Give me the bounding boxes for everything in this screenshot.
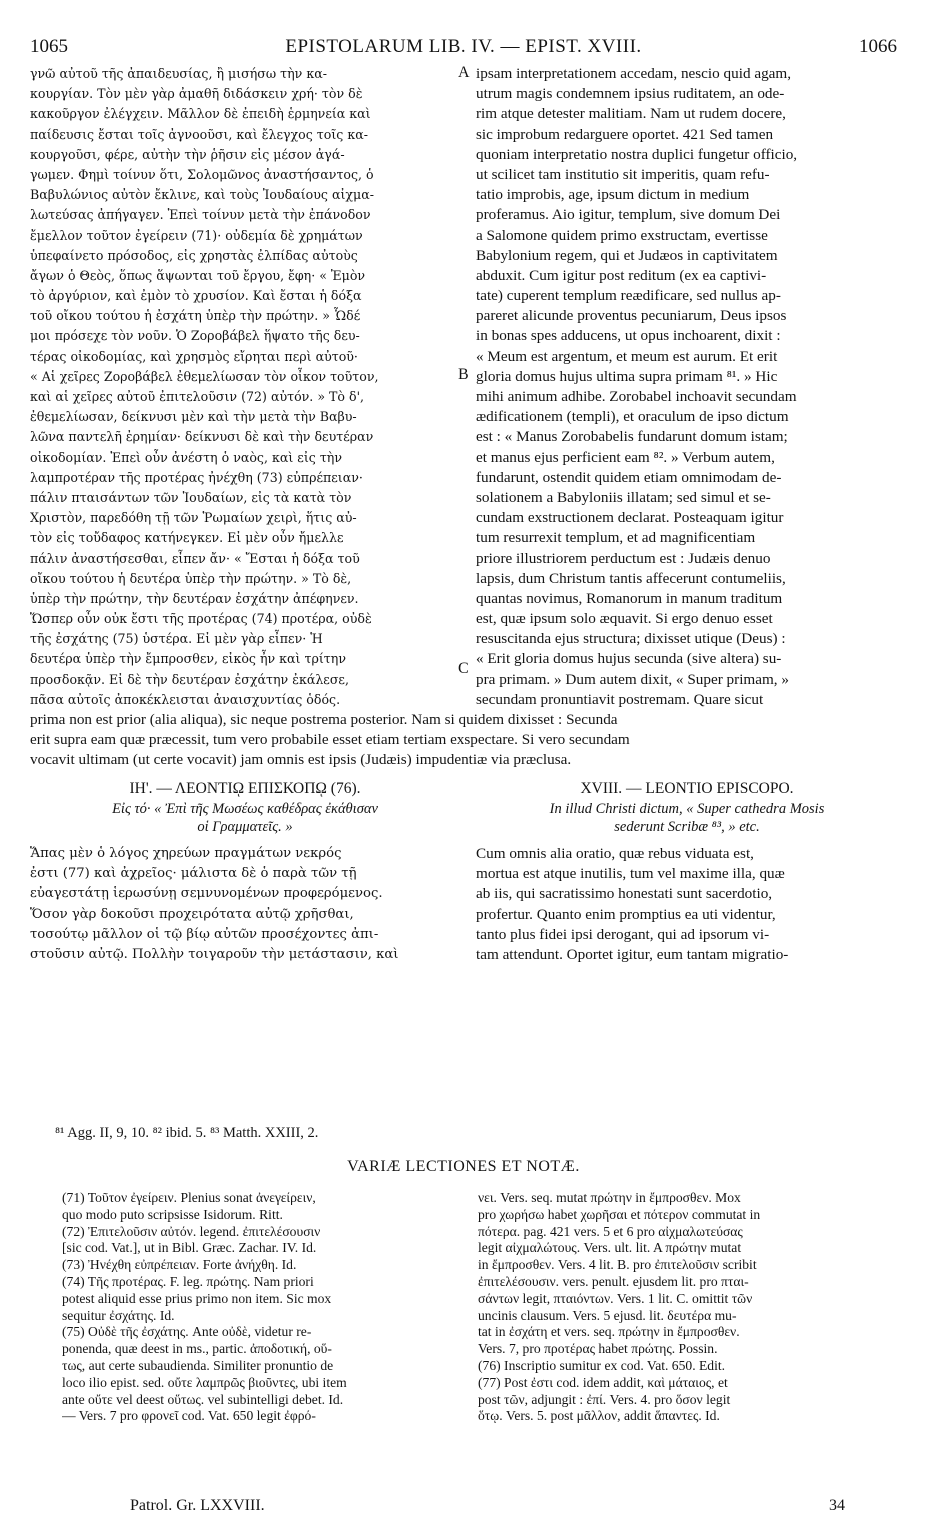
note-line: legit αἰχμαλώτους. Vers. ult. lit. A πρώτην mutat — [478, 1240, 742, 1256]
greek-section-line: Ὅσον γὰρ δοκοῦσι προχειρότατα αὐτῷ χρῆσθαι, — [30, 906, 354, 922]
latin-text-line: sic improbum redarguere oportet. 421 Sed tamen — [476, 125, 774, 143]
greek-text-line: πάλιν ἀναστήσεσθαι, εἶπεν ἄν· « Ἔσται ἡ δόξα τοῦ — [30, 550, 360, 566]
latin-section-line: mortua est atque inutilis, tum vel maxime illa, quæ — [476, 865, 785, 883]
latin-text-line: pareret alicunde proventus pecuniarum, Deus ipsos — [476, 307, 787, 325]
greek-text-line: τῆς ἐσχάτης (75) ὑστέρα. Εἰ μὲν γὰρ εἶπεν· Ἡ — [30, 631, 323, 647]
greek-text-line: ἔμελλον τοῦτον ἐγείρειν (71)· οὐδεμία δὲ χρημάτων — [30, 227, 363, 243]
full-width-text-line: prima non est prior (alia aliqua), sic neque postrema posterior. Nam si quidem dixisset : Secunda — [30, 711, 618, 728]
notes-left-column — [62, 1190, 460, 1425]
latin-text-line: secundam pronuntiavit postremam. Quare sicut — [476, 690, 764, 708]
latin-text-line: ædificationem (templi), et oraculum de ipso dictum — [476, 408, 789, 426]
latin-section-line: profertur. Quanto enim promptius ea uti videntur, — [476, 905, 776, 923]
note-line: potest aliquid esse prius primo non item. Sic mox — [62, 1290, 332, 1306]
latin-text-line: quantas novimus, Romanorum in manum traditum — [476, 589, 783, 607]
greek-section-body — [30, 844, 460, 965]
greek-text-line: λωτεύσας ἀπήγαγεν. Ἐπεὶ τοίνυν μετὰ τὴν ἐπάνοδον — [30, 207, 371, 223]
greek-text-line: λῶνα παντελῆ ἐρημίαν· δείκνυσι δὲ καὶ τὴν δευτέραν — [30, 429, 374, 445]
latin-text-line: tate) cuperent templum reædificare, sed nullus ap- — [476, 287, 781, 305]
greek-section-title: ΙΗ'. — ΛΕΟΝΤΙῼ ΕΠΙΣΚΟΠῼ (76). — [129, 780, 361, 797]
greek-text-line: τοῦ οἴκου τούτου ἡ ἐσχάτη ὑπὲρ τὴν πρώτην. » Ὧδέ — [30, 308, 361, 324]
latin-text-line: mihi animum adhibe. Zorobabel inchoavit secundam — [476, 388, 797, 405]
latin-text-line: est : « Manus Zorobabelis fundarunt domum istam; — [476, 428, 788, 446]
left-page-number: 1065 — [30, 36, 68, 57]
greek-text-line: Ὥσπερ οὖν οὐκ ἔστι τῆς προτέρας (74) προτέρα, οὐδὲ — [30, 611, 372, 627]
greek-text-line: τέρας οἰκοδομίας, καὶ χρησμὸς εἴρηται περὶ αὐτοῦ· — [30, 348, 358, 364]
greek-text-line: ὑπὲρ τὴν πρώτην, τὴν δευτέραν ἐσχάτην ἀπέφηνεν. — [30, 590, 359, 606]
greek-text-line: οἴκου τούτου ἡ δευτέρα ὑπὲρ τὴν πρώτην. » Τὸ δὲ, — [30, 570, 352, 586]
note-line: (76) Inscriptio sumitur ex cod. Vat. 650. Edit. — [478, 1357, 726, 1373]
latin-text-line: tatio improbis, age, ipsum dictum in medium — [476, 186, 750, 204]
latin-text-line: ut scilicet tam institutio sit imperitis, quam refu- — [476, 165, 770, 183]
note-line: loco ilio epist. sed. οὔτε λαμπρῶς βιοῦντες, ubi item — [62, 1374, 347, 1390]
note-line: (73) Ἠνέχθη εὐπρέπειαν. Forte ἀνήχθη. Id. — [62, 1257, 297, 1273]
note-line: ὅτῳ. Vers. 5. post μᾶλλον, addit ἅπαντες. Id. — [478, 1408, 720, 1424]
greek-text-line: ὑπεφαίνετο πρόσοδος, εἰς χρηστὰς ἐλπίδας αὐτοὺς — [30, 247, 358, 263]
margin-marker-c: C — [458, 660, 469, 677]
footer-patrologia: Patrol. Gr. LXXVIII. — [130, 1497, 265, 1514]
running-header — [30, 36, 897, 62]
variae-lectiones-title: VARIÆ LECTIONES ET NOTÆ. — [347, 1158, 580, 1175]
greek-text-line: κουργίαν. Τὸν μὲν γὰρ ἀμαθῆ διδάσκειν χρή· τὸν δὲ — [30, 86, 363, 102]
latin-text-line: pra primam. » Dum autem dixit, « Super primam, » — [476, 670, 789, 688]
note-line: in ἔμπροσθεν. Vers. 4 lit. B. pro ἐπιτελοῦσιν scribit — [478, 1257, 757, 1273]
greek-text-line: δευτέρα ὑπὲρ τὴν ἔμπροσθεν, εἰκὸς ἦν καὶ τρίτην — [30, 651, 346, 667]
greek-text-line: καὶ αἱ χεῖρες αὐτοῦ ἐπιτελοῦσιν (72) αὐτόν. » Τὸ δ', — [30, 389, 365, 404]
latin-text-line: ipsam interpretationem accedam, nescio quid agam, — [476, 65, 792, 82]
latin-section-line: tanto plus fidei ipsi derogant, qui ad ipsorum vi- — [476, 925, 770, 943]
note-line: ante οὔτε vel deest οὕτως. vel subintelligi debet. Id. — [62, 1391, 344, 1407]
full-width-text-line: vocavit ultimam (ut certe vocavit) jam omnis est ipsis (Judæis) impudentiæ via præclusa. — [30, 751, 572, 769]
greek-column — [30, 64, 460, 710]
latin-text-line: est, quæ ipsum solo æquavit. Si ergo denuo esset — [476, 610, 773, 628]
note-line: — Vers. 7 pro φρονεῖ cod. Vat. 650 legit ἐφρό- — [62, 1408, 316, 1424]
greek-text-line: μοι πρόσεχε τὸν νοῦν. Ὁ Ζοροβάβελ ἥψατο τῆς δευ- — [30, 328, 360, 344]
note-line: tat in ἐσχάτη et vers. seq. πρώτην in ἔμπροσθεν. — [478, 1324, 740, 1340]
note-line: σάντων legit, πταιόντων. Vers. 1 lit. C. omittit τῶν — [478, 1290, 753, 1306]
latin-text-line: a Salomone quidem primo exstructam, evertisse — [476, 226, 768, 244]
latin-text-line: proferamus. Aio igitur, templum, sive domum Dei — [476, 206, 781, 224]
notes-right-column — [478, 1190, 898, 1425]
greek-text-line: κουργοῦσι, φέρε, αὐτὴν τὴν ῥῆσιν εἰς μέσον ἀγά- — [30, 146, 345, 162]
note-line: (74) Τῆς προτέρας. F. leg. πρώτης. Nam priori — [62, 1273, 314, 1289]
latin-text-line: tum resurrexit templum, et ad magnificentiam — [476, 529, 756, 547]
latin-text-line: lapsis, dum Christum tantis affecerunt contumeliis, — [476, 569, 786, 587]
greek-text-line: οἰκοδομίαν. Ἐπεὶ οὖν ἀνέστη ὁ ναὸς, καὶ εἰς τὴν — [30, 449, 342, 465]
latin-text-line: solationem a Babyloniis illatam; sed simul et se- — [476, 488, 771, 506]
note-line: post τῶν, adjungit : ἐπί. Vers. 4. pro ὅσον legit — [478, 1391, 731, 1407]
note-line: pro χωρήσω habet χωρῆσαι et πότερον commutat in — [478, 1206, 761, 1222]
greek-section-line: Ἅπας μὲν ὁ λόγος χηρεύων πραγμάτων νεκρός — [30, 846, 342, 861]
latin-section-line: tam attendunt. Oportet igitur, eum tantam migratio- — [476, 945, 789, 963]
latin-section-title: XVIII. — LEONTIO EPISCOPO. — [580, 780, 794, 797]
right-page-number: 1066 — [859, 36, 897, 57]
latin-text-line: priore illustriorem perductum est : Judæis denuo — [476, 549, 771, 567]
latin-text-line: resuscitanda ejus structura; dixisset utique (Deus) : — [476, 630, 786, 648]
greek-text-line: Βαβυλώνιος αὐτὸν ἔκλινε, καὶ τοὺς Ἰουδαίους αἰχμα- — [30, 187, 374, 203]
page-footer — [130, 1497, 845, 1517]
margin-marker-b: B — [458, 366, 469, 383]
note-line: (75) Οὐδὲ τῆς ἐσχάτης. Ante οὐδὲ, videtur re- — [62, 1324, 312, 1340]
greek-section-subtitle-2: οἱ Γραμματεῖς. » — [197, 819, 293, 835]
greek-text-line: κακοῦργον ἐλέγχειν. Μᾶλλον δὲ ἐπειδὴ ἑρμηνεία καὶ — [30, 106, 371, 122]
note-line: (71) Τοῦτον ἐγείρειν. Plenius sonat ἀνεγείρειν, — [62, 1190, 316, 1205]
greek-section-line: στοῦσιν αὐτῷ. Πολλὴν τοιγαροῦν τὴν μετάστασιν, καὶ — [30, 946, 399, 962]
note-line: [sic cod. Vat.], ut in Bibl. Græc. Zachar. IV. Id. — [62, 1240, 317, 1256]
note-line: uncinis clausum. Vers. 5 ejusd. lit. δευτέρα mu- — [478, 1307, 737, 1323]
latin-section-subtitle-2: sederunt Scribæ ⁸³, » etc. — [614, 819, 760, 835]
greek-text-line: γνῶ αὐτοῦ τῆς ἀπαιδευσίας, ἢ μισήσω τὴν κα- — [30, 66, 327, 81]
note-line: ponenda, quæ deest in ms., partic. ἀποδοτική, οὕ- — [62, 1341, 332, 1357]
latin-text-line: abduxit. Cum igitur post reditum (ex ea captivi- — [476, 266, 767, 284]
latin-text-line: fundarunt, ostendit quidem etiam omnimodam de- — [476, 468, 782, 486]
greek-section-line: εὐαγεστάτῃ ἱερωσύνῃ σεμνυνομένων προφερόμενος. — [30, 886, 383, 902]
greek-text-line: πᾶσα αὐτοῖς ἀποκέκλεισται ἀναισχυντίας ὁδός. — [30, 691, 341, 707]
latin-text-line: « Meum est argentum, et meum est aurum. Et erit — [476, 347, 778, 365]
greek-text-line: τὸ ἀργύριον, καὶ ἐμὸν τὸ χρυσίον. Καὶ ἔσται ἡ δόξα — [30, 288, 362, 304]
greek-text-line: λαμπροτέραν τῆς προτέρας ἠνέχθη (73) εὐπρέπειαν· — [30, 469, 363, 485]
greek-text-line: « Αἱ χεῖρες Ζοροβάβελ ἐθεμελίωσαν τὸν οἶκον τοῦτον, — [30, 368, 379, 384]
latin-text-line: quoniam interpretatio nostra duplici fungetur officio, — [476, 145, 798, 163]
latin-section-subtitle-1: In illud Christi dictum, « Super cathedra Mosis — [549, 801, 825, 817]
latin-section-body — [476, 844, 898, 965]
latin-text-line: rim atque detester malitiam. Nam ut rudem docere, — [476, 105, 786, 123]
latin-text-line: in bonas spes adducens, ut opus inchoarent, dixit : — [476, 327, 781, 345]
greek-text-line: πάλιν πταισάντων τῶν Ἰουδαίων, εἰς τὰ κατὰ τὸν — [30, 489, 352, 505]
greek-section-line: ἐστι (77) καὶ ἀχρεῖος· μάλιστα δὲ ὁ παρὰ τῶν τῇ — [30, 866, 357, 882]
greek-text-line: ἐθεμελίωσαν, δείκνυσι μὲν καὶ τὴν μετὰ τὴν Βαβυ- — [30, 409, 357, 425]
latin-text-line: et manus ejus perficient eam ⁸². » Verbum autem, — [476, 448, 775, 466]
latin-text-line: cundam exstructionem declarat. Posteaquam igitur — [476, 509, 784, 527]
running-title: EPISTOLARUM LIB. IV. — EPIST. XVIII. — [285, 36, 642, 57]
note-line: (72) Ἐπιτελοῦσιν αὐτόν. legend. ἐπιτελέσουσιν — [62, 1223, 321, 1239]
greek-section-subtitle-1: Εἰς τό· « Ἐπὶ τῆς Μωσέως καθέδρας ἐκάθισαν — [112, 801, 378, 817]
latin-text-line: utrum magis condemnem ipsius ruditatem, an ode- — [476, 85, 785, 103]
greek-text-line: παίδευσις ἔσται τοῖς ἀγνοοῦσι, καὶ ἔλεγχος τοῖς κα- — [30, 126, 368, 142]
latin-section-line: Cum omnis alia oratio, quæ rebus viduata est, — [476, 845, 754, 862]
greek-text-line: Χριστὸν, παρεδόθη τῇ τῶν Ῥωμαίων χειρὶ, ἥτις αὐ- — [30, 510, 357, 526]
footnotes: ⁸¹ Agg. II, 9, 10. ⁸² ibid. 5. ⁸³ Matth. XXIII, 2. — [55, 1125, 319, 1141]
note-line: (77) Post ἐστι cod. idem addit, καὶ μάταιος, et — [478, 1374, 728, 1390]
note-line: ἐπιτελέσουσιν. vers. penult. ejusdem lit. pro πται- — [478, 1273, 749, 1289]
note-line: τως, aut certe subaudienda. Similiter pronuntio de — [62, 1357, 334, 1373]
full-width-latin — [30, 710, 898, 771]
full-width-text-line: erit supra eam quæ præcessit, tum vero probabile esset etiam tertiam exspectare. Si vero secundam — [30, 731, 630, 749]
latin-text-line: gloria domus hujus ultima supra primam ⁸¹. » Hic — [476, 367, 778, 385]
greek-text-line: τὸν εἰς τοὔδαφος κατήνεγκεν. Εἰ μὲν οὖν ἤμελλε — [30, 530, 344, 546]
note-line: quo modo puto scripsisse Isidorum. Ritt. — [62, 1206, 283, 1222]
greek-text-line: ἄγων ὁ Θεὸς, ὅπως ἅψωνται τοῦ ἔργου, ἔφη· « Ἐμὸν — [30, 267, 366, 283]
footer-signature: 34 — [829, 1497, 845, 1514]
latin-section-line: ab iis, qui sacratissimo honestati sunt sacerdotio, — [476, 885, 773, 903]
note-line: Vers. 7, pro προτέρας habet πρώτης. Possin. — [478, 1341, 718, 1357]
note-line: νει. Vers. seq. mutat πρώτην in ἔμπροσθεν. Mox — [478, 1190, 741, 1205]
latin-text-line: « Erit gloria domus hujus secunda (sive altera) su- — [476, 650, 782, 668]
greek-section-line: τοσούτῳ μᾶλλον οἱ τῷ βίῳ αὐτῶν προσέχοντες ἀπι- — [30, 926, 379, 942]
greek-text-line: γωμεν. Φημὶ τοίνυν ὅτι, Σολομῶνος ἀναστήσαντος, ὁ — [30, 166, 374, 182]
greek-text-line: προσδοκᾷν. Εἰ δὲ τὴν δευτέραν ἐσχάτην ἐκάλεσε, — [30, 671, 349, 687]
note-line: πότερα. pag. 421 vers. 5 et 6 pro αἰχμαλωτεύσας — [478, 1223, 743, 1239]
margin-marker-a: A — [458, 64, 470, 81]
latin-column — [476, 64, 898, 710]
note-line: sequitur ἐσχάτης. Id. — [62, 1307, 175, 1323]
latin-text-line: Babylonium regem, qui et Judæos in captivitatem — [476, 246, 778, 264]
